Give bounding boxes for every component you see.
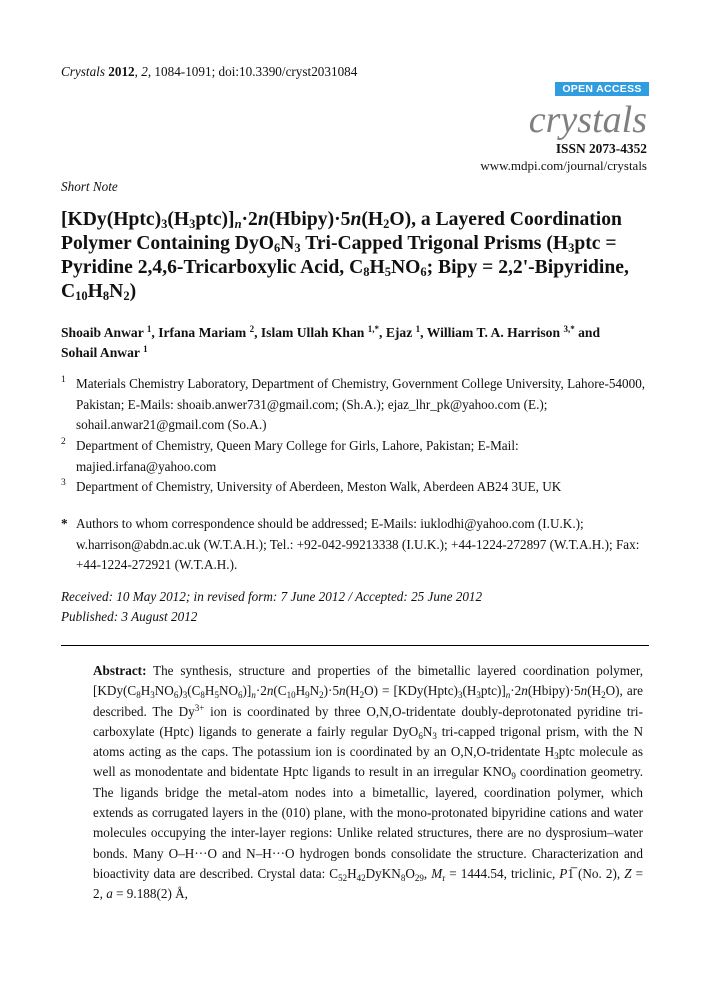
affiliation-2 <box>61 436 661 477</box>
author-name: Shoaib Anwar <box>61 325 144 340</box>
author-name: Islam Ullah Khan <box>260 325 365 340</box>
correspondence <box>61 514 661 576</box>
author-list: Shoaib Anwar $^1$, Irfana Mariam $^2$, Islam Ullah Khan $^{1,*}$, Ejaz $^1$, William T. A. Harrison $^{3,*}$ and Sohail Anwar $^1$ <box>61 324 601 360</box>
affiliation-text: Materials Chemistry Laboratory, Department of Chemistry, Government College University, Lahore-54000, Pakistan; E-Mails: shoaib.anwer731@gmail.com; (Sh.A.); ejaz_lhr_pk@yahoo.com (E.); sohail.anwar21@gmail.com (So.A.) <box>76 376 646 432</box>
journal-url[interactable]: www.mdpi.com/journal/crystals <box>480 158 647 173</box>
published-date: Published: 3 August 2012 <box>61 609 198 624</box>
correspondence-star: * <box>61 516 68 531</box>
article-type: Short Note <box>61 179 118 194</box>
abstract-label: Abstract: <box>93 663 147 678</box>
divider <box>61 645 649 646</box>
author-name: Sohail Anwar <box>61 345 140 360</box>
citation-pages-doi: 1084-1091; doi:10.3390/cryst2031084 <box>154 64 358 79</box>
open-access-badge: OPEN ACCESS <box>555 82 649 96</box>
affiliation-number: 1 <box>61 375 66 385</box>
affiliation-1 <box>61 374 661 436</box>
citation-year: 2012 <box>108 64 135 79</box>
abstract: Abstract: The synthesis, structure and properties of the bimetallic layered coordination polymer, $[KDy(C_8H_3NO_6)_3(C_8H_5NO_6)]_n\cdot 2n(C_{10}H_9N_2)\cdot 5n(H_2O)$ = $[KDy(Hptc)_3(H_3ptc)]_n\cdot 2n(Hbipy)\cdot 5n(H_2O)$, are described. The $Dy^{3+}$ ion is coordinated by three O,N,O-tridentate doubly-deprotonated pyridine tri-carboxylate (Hptc) ligands to generate a fairly regular $DyO_6N_3$ tri-capped trigonal prism, with the N atoms acting as the caps. The potassium ion is coordinated by an O,N,O-tridentate $H_3ptc$ molecule as well as monodentate and bidentate Hptc ligands to result in an irregular $KNO_9$ coordination geometry. The ligands bridge the metal-atom nodes into a bimetallic, layered, coordination polymer, which extends as corrugated layers in the (010) plane, with the mono-protonated bipyridine cations and water molecules occupying the inter-layer regions: Unlike related structures, there are no dysprosium–water bonds. Many O–H···O and N–H···O hydrogen bonds consolidate the structure. Characterization and bioactivity data are described. Crystal data: $C_{52}H_{42}DyKN_8O_{29}$, $M_r = 1444.54$, triclinic, P1̅ (No. 2), Z = 2, a = 9.188(2) Å, <box>93 663 644 902</box>
citation-volume: 2 <box>141 64 148 79</box>
affiliation-text: Department of Chemistry, Queen Mary College for Girls, Lahore, Pakistan; E-Mail: majied.irfana@yahoo.com <box>76 438 519 474</box>
author-name: Ejaz <box>385 325 413 340</box>
article-title: $[KDy(Hptc)_3(H_3ptc)]_n\cdot 2n(Hbipy)\cdot 5n(H_2O)$, a Layered Coordination Polymer Containing $DyO_6N_3$ Tri-Capped Trigonal Prisms ($H_3ptc$ = Pyridine 2,4,6-Tricarboxylic Acid, $C_8H_5NO_6$; Bipy = 2,2'-Bipyridine, $C_{10}H_8N_2$) <box>61 209 629 303</box>
author-name: William T. A. Harrison <box>426 325 561 340</box>
journal-citation-name: Crystals <box>61 64 105 79</box>
received-revised-accepted: Received: 10 May 2012; in revised form: 7 June 2012 / Accepted: 25 June 2012 <box>61 589 483 604</box>
correspondence-text: Authors to whom correspondence should be addressed; E-Mails: iuklodhi@yahoo.com (I.U.K.); w.harrison@abdn.ac.uk (W.T.A.H.); Tel.: +92-042-99213338 (I.U.K.); +44-1224-272897 (W.T.A.H.); Fax: +44-1224-272921 (W.T.A.H.). <box>76 516 640 572</box>
author-name: Irfana Mariam <box>158 325 247 340</box>
affiliation-number: 3 <box>61 478 66 488</box>
citation-line: Crystals 2012, 2, 1084-1091; doi:10.3390/cryst2031084 <box>61 64 358 79</box>
affiliation-3 <box>61 477 661 498</box>
affiliation-number: 2 <box>61 437 66 447</box>
affiliation-text: Department of Chemistry, University of Aberdeen, Meston Walk, Aberdeen AB24 3UE, UK <box>76 479 562 494</box>
publication-dates <box>61 587 482 627</box>
journal-logo: crystals <box>528 99 647 141</box>
issn: ISSN 2073-4352 <box>555 141 647 156</box>
